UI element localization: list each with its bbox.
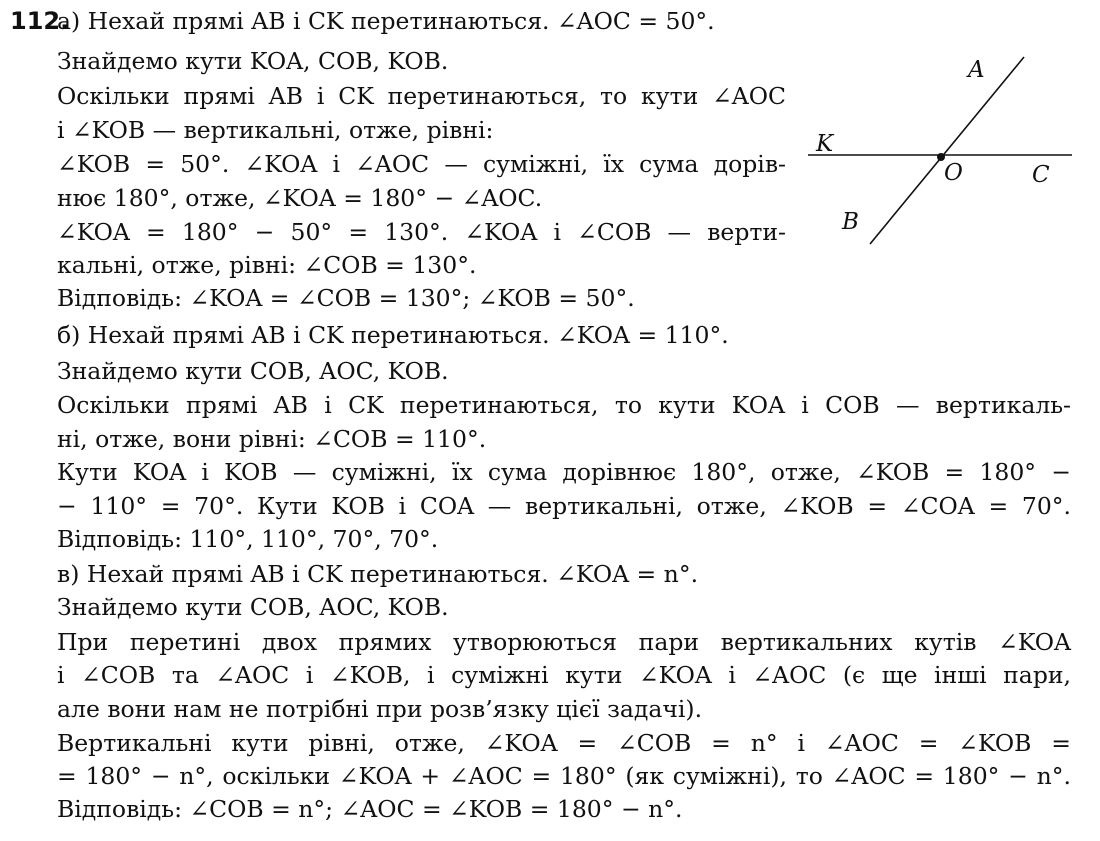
text-line-12: Оскільки прямі AB і CK перетинаються, то кути KOA і COB — вертикаль- bbox=[57, 391, 1071, 419]
text-line-9: Відповідь: ∠KOA = ∠COB = 130°; ∠KOB = 50°. bbox=[57, 284, 635, 312]
text-line-5: ∠KOB = 50°. ∠KOA і ∠AOC — суміжні, їх сума дорів- bbox=[57, 150, 786, 178]
label-a: A bbox=[968, 57, 985, 83]
text-line-10: б) Нехай прямі AB і CK перетинаються. ∠KOA = 110°. bbox=[57, 321, 729, 349]
text-line-6: нює 180°, отже, ∠KOA = 180° − ∠AOC. bbox=[57, 184, 543, 212]
text-line-15: − 110° = 70°. Кути KOB і COA — вертикальні, отже, ∠KOB = ∠COA = 70°. bbox=[57, 492, 1071, 520]
text-line-8: кальні, отже, рівні: ∠COB = 130°. bbox=[57, 251, 477, 279]
line-ab bbox=[870, 57, 1024, 244]
figure-svg bbox=[800, 45, 1090, 255]
text-line-20: і ∠COB та ∠AOC і ∠KOB, і суміжні кути ∠KOA і ∠AOC (є ще інші пари, bbox=[57, 661, 1071, 689]
text-line-2: Знайдемо кути KOA, COB, KOB. bbox=[57, 47, 449, 75]
intersecting-lines-figure bbox=[800, 45, 1090, 255]
text-line-11: Знайдемо кути COB, AOC, KOB. bbox=[57, 357, 449, 385]
label-b: B bbox=[842, 209, 859, 235]
label-c: C bbox=[1032, 162, 1050, 188]
text-line-17: в) Нехай прямі AB і CK перетинаються. ∠KOA = n°. bbox=[57, 560, 699, 588]
text-line-18: Знайдемо кути COB, AOC, KOB. bbox=[57, 593, 449, 621]
text-line-19: При перетині двох прямих утворюються пари вертикальних кутів ∠KOA bbox=[57, 628, 1071, 656]
text-line-1: а) Нехай прямі AB і CK перетинаються. ∠AOC = 50°. bbox=[57, 7, 715, 35]
text-line-3: Оскільки прямі AB і CK перетинаються, то кути ∠AOC bbox=[57, 82, 786, 110]
text-line-7: ∠KOA = 180° − 50° = 130°. ∠KOA і ∠COB — верти- bbox=[57, 218, 786, 246]
text-line-24: Відповідь: ∠COB = n°; ∠AOC = ∠KOB = 180° − n°. bbox=[57, 795, 683, 823]
text-line-21: але вони нам не потрібні при розв’язку цієї задачі). bbox=[57, 695, 703, 723]
text-line-14: Кути KOA і KOB — суміжні, їх сума дорівнює 180°, отже, ∠KOB = 180° − bbox=[57, 458, 1071, 486]
problem-number: 112. bbox=[10, 7, 70, 35]
text-line-22: Вертикальні кути рівні, отже, ∠KOA = ∠COB = n° і ∠AOC = ∠KOB = bbox=[57, 729, 1071, 757]
text-line-23: = 180° − n°, оскільки ∠KOA + ∠AOC = 180° (як суміжні), то ∠AOC = 180° − n°. bbox=[57, 762, 1071, 790]
text-line-16: Відповідь: 110°, 110°, 70°, 70°. bbox=[57, 525, 439, 553]
text-line-4: і ∠KOB — вертикальні, отже, рівні: bbox=[57, 116, 494, 144]
text-line-13: ні, отже, вони рівні: ∠COB = 110°. bbox=[57, 425, 487, 453]
label-o: O bbox=[944, 160, 963, 186]
label-k: K bbox=[816, 131, 834, 157]
